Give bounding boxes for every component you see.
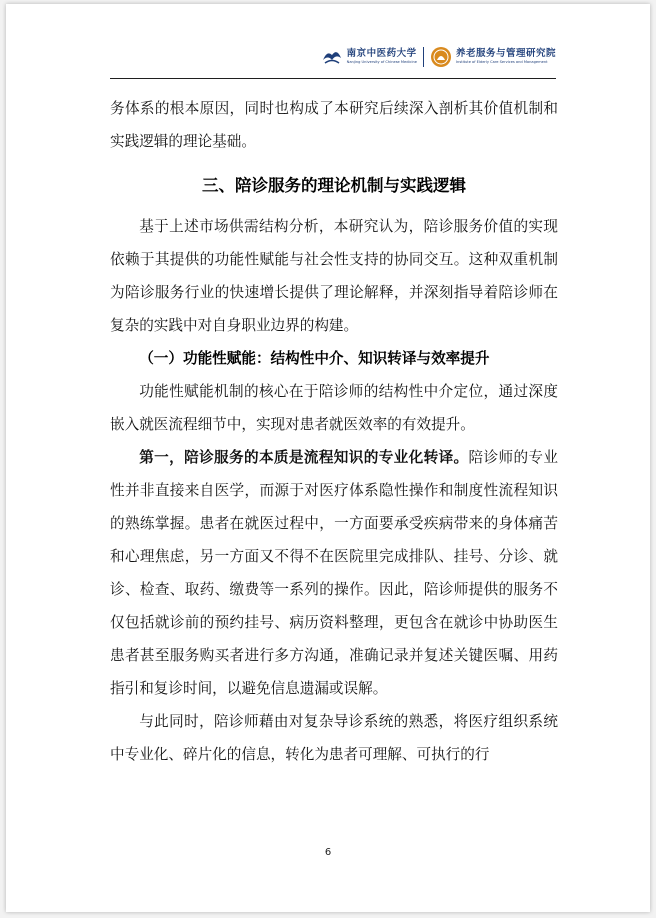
institute-seal-icon	[430, 46, 452, 68]
paragraph-rest: 陪诊师的专业性并非直接来自医学，而源于对医疗体系隐性操作和制度性流程知识的熟练掌握。患者在就医过程中，一方面要承受疾病带来的身体痛苦和心理焦虑，另一方面又不得不在医院里完成排队、挂号、分诊、就诊、检查、取药、缴费等一系列的操作。因此，陪诊师提供的服务不仅包括就诊前的预约挂号、病历资料整理，更包含在就诊中协助医生患者甚至服务购买者进行多方沟通，准确记录并复述关键医嘱、用药指引和复诊时间，以避免信息遗漏或误解。	[110, 449, 558, 697]
page-number: 6	[324, 847, 332, 858]
paragraph: 功能性赋能机制的核心在于陪诊师的结构性中介定位，通过深度嵌入就医流程细节中，实现对患者就医效率的有效提升。	[110, 383, 558, 433]
university-emblem-icon	[321, 46, 343, 68]
university-name: 南京中医药大学	[346, 48, 417, 60]
institute-english-name: Institute of Elderly Care Services and Management	[455, 59, 548, 64]
paragraph: 与此同时，陪诊师藉由对复杂导诊系统的熟悉，将医疗组织系统中专业化、碎片化的信息，转化为患者可理解、可执行的行	[110, 713, 558, 763]
document-page	[6, 4, 650, 912]
header-logos	[321, 46, 556, 68]
institute-name: 养老服务与管理研究院	[455, 48, 556, 60]
institute-logo	[430, 46, 556, 68]
page-header	[110, 44, 556, 79]
paragraph-lead: 第一，陪诊服务的本质是流程知识的专业化转译。	[139, 449, 469, 466]
logo-divider	[423, 47, 424, 67]
document-body	[110, 92, 558, 771]
subsection-heading: （一）功能性赋能：结构性中介、知识转译与效率提升	[139, 350, 490, 367]
section-heading: 三、陪诊服务的理论机制与实践逻辑	[202, 176, 466, 195]
paragraph-continued: 务体系的根本原因，同时也构成了本研究后续深入剖析其价值机制和实践逻辑的理论基础。	[110, 100, 558, 150]
university-logo	[321, 46, 417, 68]
paragraph	[110, 441, 558, 705]
paragraph: 基于上述市场供需结构分析，本研究认为，陪诊服务价值的实现依赖于其提供的功能性赋能与社会性支持的协同交互。这种双重机制为陪诊服务行业的快速增长提供了理论解释，并深刻指导着陪诊师在复杂的实践中对自身职业边界的构建。	[110, 218, 558, 334]
university-english-name: Nanjing University of Chinese Medicine	[346, 59, 417, 64]
